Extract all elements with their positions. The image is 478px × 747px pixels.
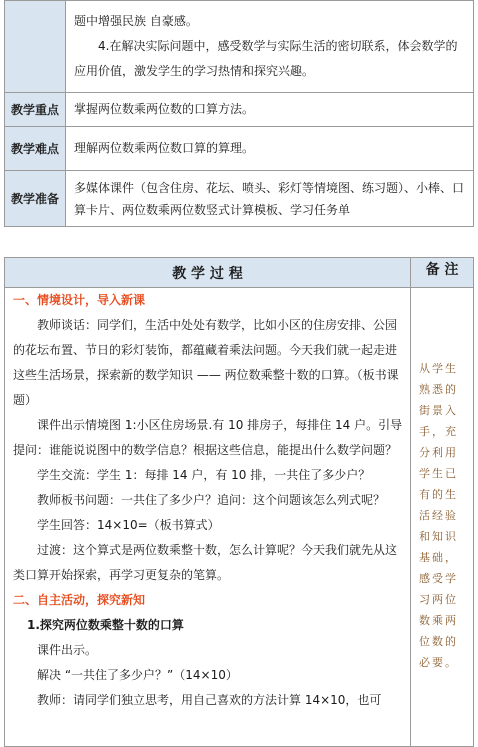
subsection-title: 1.探究两位数乘整十数的口算	[27, 618, 184, 632]
paragraph: 学生回答：14×10=（板书算式）	[37, 518, 220, 532]
paragraph: 过渡：这个算式是两位数乘整十数，怎么计算呢？今天我们就先从这类口算开始探索，再学习更复杂的笔算。	[13, 543, 398, 582]
notes-header: 备 注	[411, 258, 474, 288]
paragraph: 学生交流：学生 1：每排 14 户，有 10 排，一共住了多少户？	[37, 468, 371, 482]
teaching-process-table	[4, 257, 474, 747]
paragraph: 课件出示情境图 1:小区住房场景.有 10 排房子，每排住 14 户。引导提问：谁能说说图中的数学信息？根据这些信息，能提出什么数学问题？	[13, 418, 403, 457]
key-point-label: 教学重点	[5, 93, 66, 127]
section-2-title: 二、自主活动，探究新知	[13, 593, 146, 607]
difficulty-label: 教学难点	[5, 127, 66, 171]
teaching-goals-table	[4, 0, 474, 227]
goal-item-4: 4.在解决实际问题中，感受数学与实际生活的密切联系，体会数学的应用价值，激发学生的学习热情和探究兴趣。	[74, 39, 458, 78]
goals-row-label	[5, 1, 66, 93]
process-header: 教 学 过 程	[5, 258, 411, 288]
paragraph: 课件出示。	[37, 643, 98, 657]
key-point-content: 掌握两位数乘两位数的口算方法。	[66, 93, 474, 127]
goals-row-content	[66, 1, 474, 93]
difficulty-content: 理解两位数乘两位数口算的算理。	[66, 127, 474, 171]
paragraph: 解决 “一共住了多少户？”（14×10）	[37, 668, 238, 682]
paragraph: 教师：请同学们独立思考，用自己喜欢的方法计算 14×10，也可	[37, 693, 382, 707]
preparation-label: 教学准备	[5, 171, 66, 227]
section-1-title: 一、情境设计，导入新课	[13, 293, 146, 307]
process-body	[5, 288, 411, 747]
goal-text-line: 题中增强民族 自豪感。	[74, 14, 198, 28]
paragraph: 教师谈话：同学们，生活中处处有数学，比如小区的住房安排、公园的花坛布置、节日的彩灯装饰，都蕴藏着乘法问题。今天我们就一起走进这些生活场景，探索新的数学知识 —— 两位数乘整十数的口算。（板书课题）	[13, 318, 399, 407]
side-note: 从学生熟悉的街景入手，充分利用学生已有的生活经验和知识基础，感受学习两位数乘两位数的必要。	[411, 288, 474, 747]
preparation-content: 多媒体课件（包含住房、花坛、喷头、彩灯等情境图、练习题）、小棒、口算卡片、两位数乘两位数竖式计算模板、学习任务单	[66, 171, 474, 227]
paragraph: 教师板书问题：一共住了多少户？追问：这个问题该怎么列式呢？	[37, 493, 386, 507]
